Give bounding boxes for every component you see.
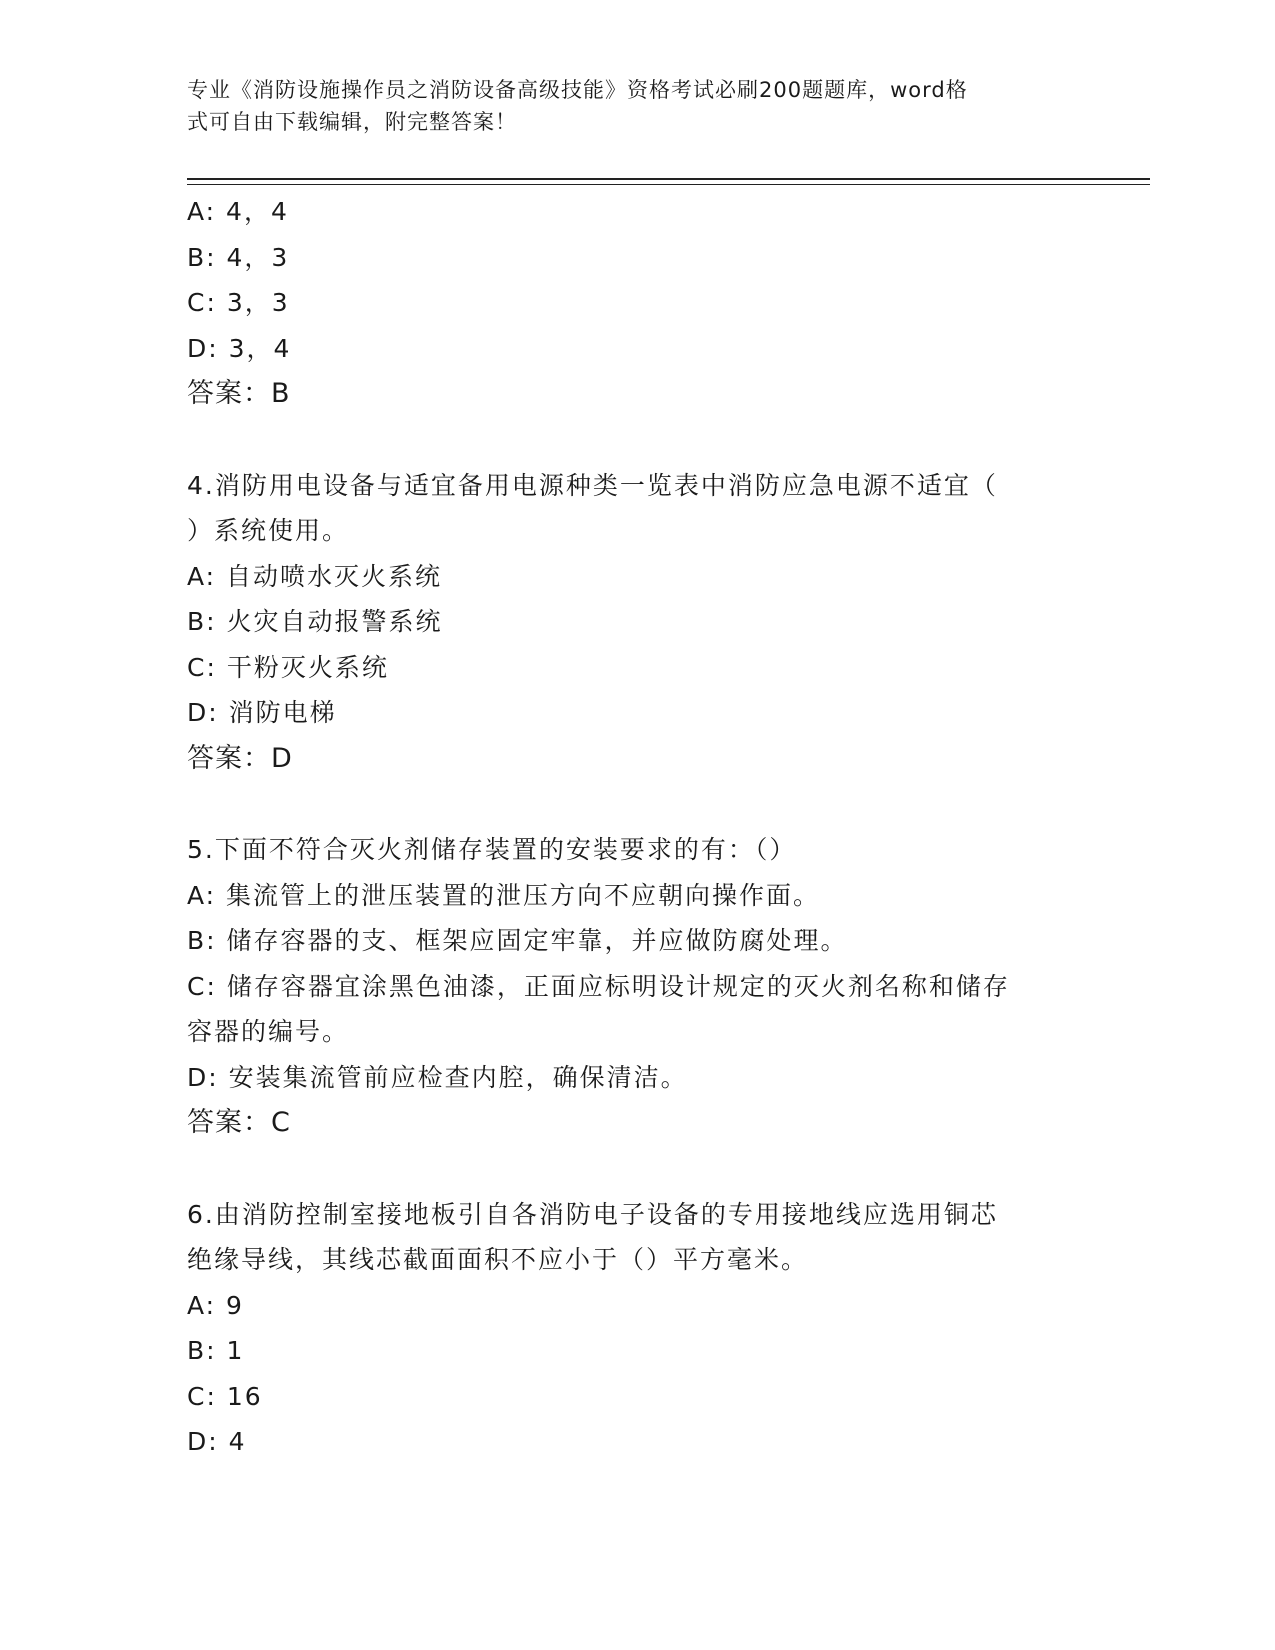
option-b: B: 4，3 [187, 242, 290, 272]
option-c: C: 3，3 [187, 288, 290, 317]
option-d: D: 消防电梯 [187, 698, 337, 727]
option-c-line-2: 容器的编号。 [187, 1017, 350, 1046]
spacer [187, 417, 1087, 463]
question-list [187, 189, 1087, 1465]
question-text-line-1: 4.消防用电设备与适宜备用电源种类一览表中消防应急电源不适宜（ [187, 470, 998, 500]
header-divider-thick [187, 178, 1150, 180]
option-a: A: 集流管上的泄压装置的泄压方向不应朝向操作面。 [187, 880, 821, 910]
question-text-line-2: 绝缘导线，其线芯截面面积不应小于（）平方毫米。 [187, 1245, 809, 1274]
question-3-tail [187, 189, 1087, 417]
question-6 [187, 1192, 1087, 1465]
option-a: A: 9 [187, 1290, 244, 1320]
option-c-line-1: C: 储存容器宜涂黑色油漆，正面应标明设计规定的灭火剂名称和储存 [187, 971, 1010, 1001]
option-c: C: 干粉灭火系统 [187, 652, 389, 682]
option-d: D: 3，4 [187, 333, 292, 363]
answer-line: 答案：B [187, 378, 291, 409]
option-b: B: 1 [187, 1336, 245, 1365]
spacer [187, 781, 1087, 827]
option-b: B: 储存容器的支、框架应固定牢靠，并应做防腐处理。 [187, 926, 848, 955]
page-header [187, 74, 1067, 138]
header-divider-thin [187, 184, 1150, 185]
question-text-line-2: ）系统使用。 [187, 516, 350, 545]
option-c: C: 16 [187, 1381, 263, 1411]
option-a: A: 自动喷水灭火系统 [187, 561, 443, 591]
question-5 [187, 827, 1087, 1146]
question-4 [187, 463, 1087, 782]
header-line-2: 式可自由下载编辑，附完整答案！ [187, 110, 517, 134]
option-d: D: 4 [187, 1427, 247, 1456]
option-d: D: 安装集流管前应检查内腔，确保清洁。 [187, 1062, 688, 1092]
answer-line: 答案：C [187, 1107, 291, 1138]
option-b: B: 火灾自动报警系统 [187, 607, 443, 636]
option-a: A: 4，4 [187, 197, 289, 226]
question-text-line-1: 6.由消防控制室接地板引自各消防电子设备的专用接地线应选用铜芯 [187, 1199, 998, 1229]
header-line-1: 专业《消防设施操作员之消防设备高级技能》资格考试必刷200题题库，word格 [187, 78, 968, 102]
spacer [187, 1146, 1087, 1192]
question-text-line-1: 5.下面不符合灭火剂储存装置的安装要求的有：（） [187, 835, 797, 864]
answer-line: 答案：D [187, 742, 293, 774]
